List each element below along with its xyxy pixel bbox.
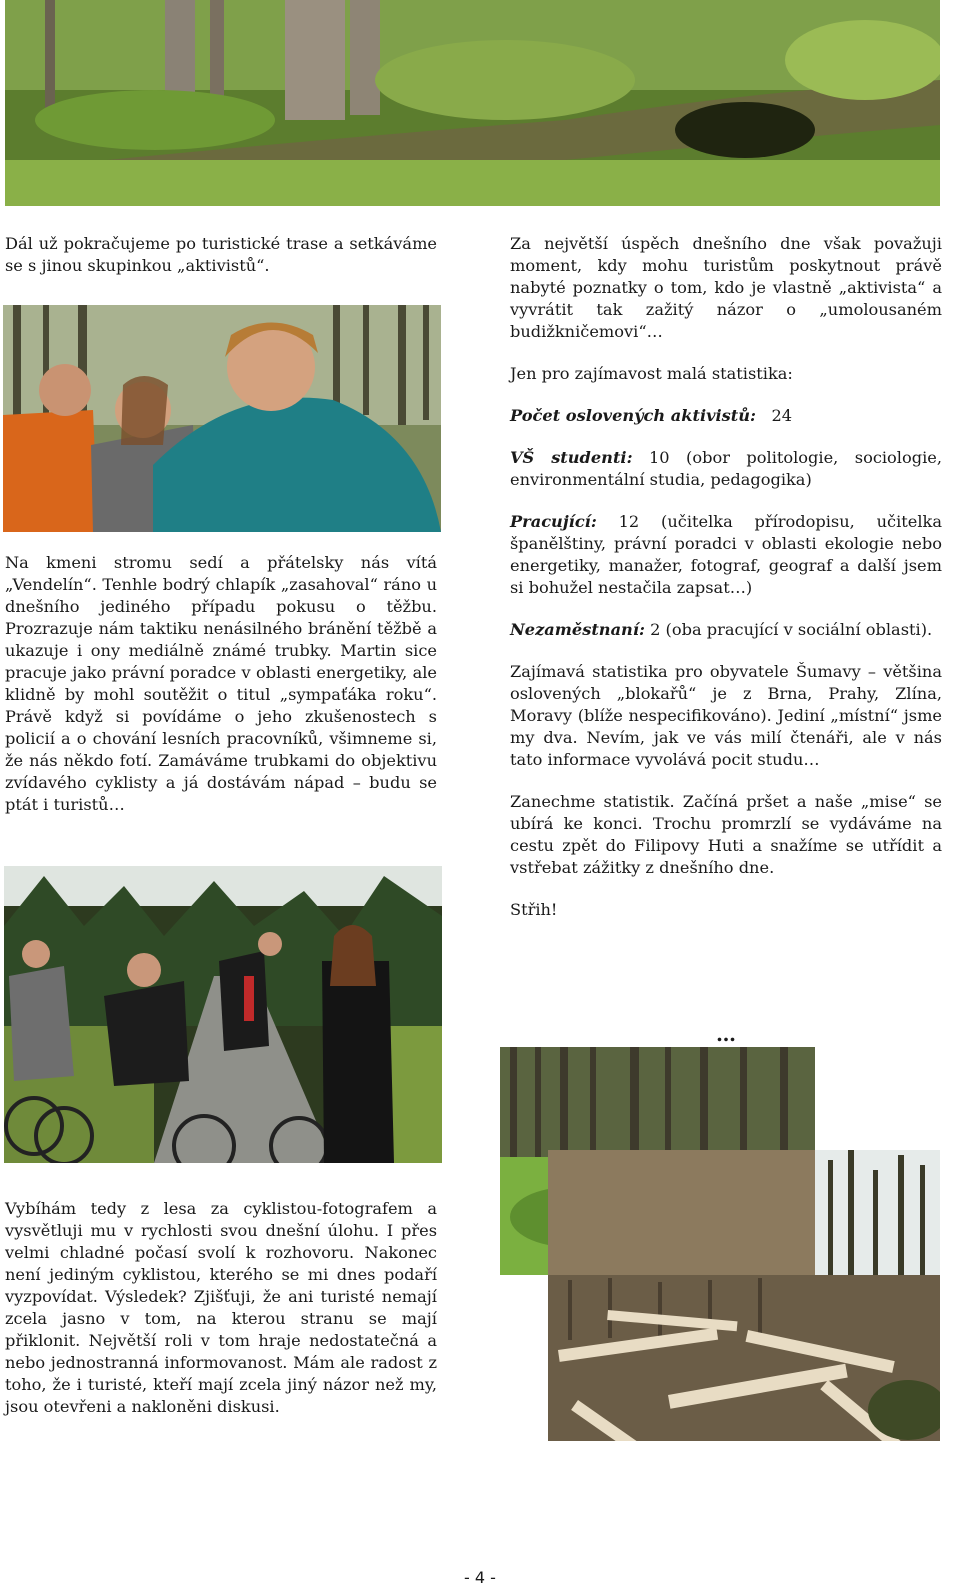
cyclist-paragraph — [5, 1198, 437, 1438]
vendelin-paragraph — [5, 552, 437, 836]
page-number: - 4 - — [464, 1568, 496, 1587]
intro-paragraph — [5, 233, 437, 297]
stat-value: 2 (oba pracující v sociální oblasti). — [650, 620, 933, 639]
stats-intro: Jen pro zajímavost malá statistika: — [510, 364, 793, 383]
activists-photo — [3, 305, 441, 532]
success-text: Za největší úspěch dnešního dne však považuji moment, kdy mohu turistům poskytnout právě nabyté poznatky o tom, kdo je vlastně „aktivista“ a vyvrátit tak zažitý názor o „umolousaném budižkničemovi“… — [510, 234, 942, 341]
ellipsis: … — [716, 1022, 736, 1046]
stat-label: Počet oslovených aktivistů: — [510, 406, 757, 425]
stat-value: 24 — [771, 406, 793, 425]
forest-moss-photo — [5, 0, 940, 206]
vendelin-text: Na kmeni stromu sedí a přátelsky nás vítá „Vendelín“. Tenhle bodrý chlapík „zasahoval“ ráno u dnešního jediného případu pokusu o těžbu. Prozrazuje nám taktiku nenásilného bránění těžbě a ukazuje i ony mediálně známé trubky. Martin sice pracuje jako právní poradce v oblasti energetiky, ale klidně by mohl soutěžit o titul „sympaťáka roku“. Právě když si povídáme o jeho zkušenostech s policií a o chování lesních pracovníků, všimneme si, že nás někdo fotí. Zamáváme trubkami do objektivu zvídavého cyklisty a já dostávám nápad – budu se ptát i turistů… — [5, 553, 437, 814]
right-column — [510, 233, 942, 941]
rain-text: Zanechme statistik. Začíná pršet a naše „mise“ se ubírá ke konci. Trochu promrzlí se vydáváme na cestu zpět do Filipovy Huti a snažíme se utřídit a vstřebat zážitky z dnešního dne. — [510, 792, 942, 877]
stat-activists — [510, 405, 942, 427]
cyclist-text: Vybíhám tedy z lesa za cyklistou-fotografem a vysvětluji mu v rychlosti svou dnešní úlohu. I přes velmi chladné počasí svolí k rozhovoru. Nakonec není jediným cyklistou, kterého se mi dnes podaří vyzpovídat. Výsledek? Zjišťuji, že ani turisté nemají zcela jasno v tom, na kterou stranu se mají přiklonit. Největší roli v tom hraje nedostatečná a nebo jednostranná informovanost. Mám ale radost z toho, že i turisté, kteří mají zcela jiný názor než my, jsou otevřeni a nakloněni diskusi. — [5, 1199, 437, 1416]
stat-value: 10 (obor politologie, sociologie, environmentální studia, pedagogika) — [510, 448, 942, 489]
stat-students — [510, 447, 942, 491]
felled-logs-photo — [548, 1150, 940, 1441]
intro-text: Dál už pokračujeme po turistické trase a setkáváme se s jinou skupinkou „aktivistů“. — [5, 234, 437, 275]
cut-text: Střih! — [510, 900, 558, 919]
stat-unemployed — [510, 619, 942, 641]
cyclists-photo — [4, 866, 442, 1163]
stat-label: Nezaměstnaní: — [510, 620, 645, 639]
sumava-text: Zajímavá statistika pro obyvatele Šumavy – většina oslovených „blokařů“ je z Brna, Prahy, Zlína, Moravy (blíže nespecifikováno). Jediní „místní“ jsme my dva. Nevím, jak ve vás milí čtenáři, ale v nás tato informace vyvolává pocit studu… — [510, 662, 942, 769]
stat-value: 12 (učitelka přírodopisu, učitelka španělštiny, právní poradci v oblasti ekologie nebo energetiky, manažer, fotograf, geograf a další jsem si bohužel nestačila zapsat…) — [510, 512, 942, 597]
stat-label: VŠ studenti: — [510, 448, 633, 467]
stat-label: Pracující: — [510, 512, 597, 531]
stat-workers — [510, 511, 942, 599]
